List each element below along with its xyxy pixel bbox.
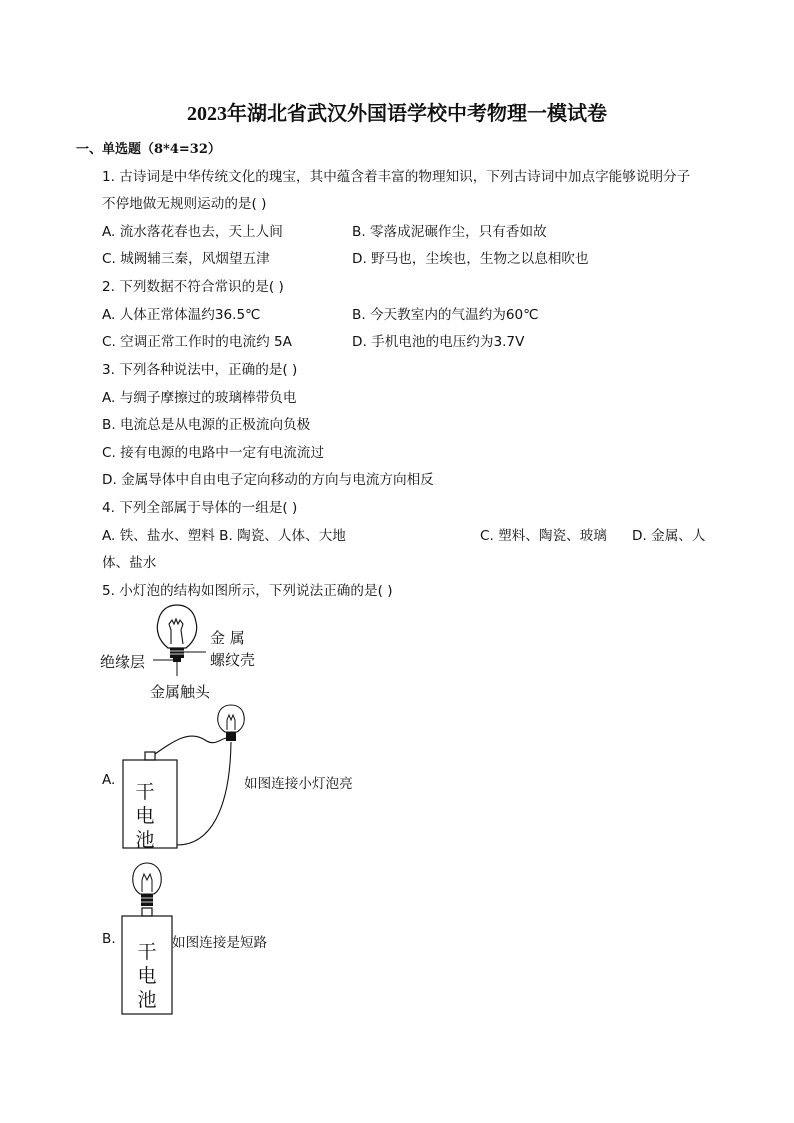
q5-option-b-letter: B. xyxy=(102,931,116,947)
battery-char-3: 池 xyxy=(135,829,155,851)
battery-char-1: 干 xyxy=(137,941,157,963)
q3-option-d: D. 金属导体中自由电子定向移动的方向与电流方向相反 xyxy=(102,472,434,488)
q1-option-c: C. 城阙辅三秦，风烟望五津 xyxy=(102,251,270,267)
label-insulation: 绝缘层 xyxy=(100,653,146,671)
q2-option-d: D. 手机电池的电压约为3.7V xyxy=(352,334,525,350)
option-b-battery-label xyxy=(130,940,164,1012)
q3-stem: 3. 下列各种说法中，正确的是( ) xyxy=(102,362,298,378)
q4-option-d: D. 金属、人 xyxy=(632,528,706,544)
label-metal: 金 属 xyxy=(210,629,245,647)
q2-option-b: B. 今天教室内的气温约为60℃ xyxy=(352,307,539,323)
q5-stem: 5. 小灯泡的结构如图所示，下列说法正确的是( ) xyxy=(102,583,393,599)
q1-option-a: A. 流水落花春也去，天上人间 xyxy=(102,224,283,240)
q3-option-a: A. 与绸子摩擦过的玻璃棒带负电 xyxy=(102,390,297,406)
battery-char-2: 电 xyxy=(135,805,155,827)
q1-stem-line2: 不停地做无规则运动的是( ) xyxy=(102,196,267,212)
q5-option-b-text: 如图连接是短路 xyxy=(172,935,268,951)
battery-char-3: 池 xyxy=(137,989,157,1011)
q4-option-c: C. 塑料、陶瓷、玻璃 xyxy=(480,528,607,544)
q1-stem-line1: 1. 古诗词是中华传统文化的瑰宝，其中蕴含着丰富的物理知识，下列古诗词中加点字能够说明分子 xyxy=(102,169,691,185)
battery-char-2: 电 xyxy=(137,965,157,987)
battery-char-1: 干 xyxy=(135,781,155,803)
option-a-battery-label xyxy=(128,780,162,852)
q4-option-ab: A. 铁、盐水、塑料 B. 陶瓷、人体、大地 xyxy=(102,528,346,544)
q5-option-a-text: 如图连接小灯泡亮 xyxy=(244,776,353,792)
q1-option-b: B. 零落成泥碾作尘，只有香如故 xyxy=(352,224,547,240)
q4-option-d-cont: 体、盐水 xyxy=(102,555,157,571)
q3-option-c: C. 接有电源的电路中一定有电流流过 xyxy=(102,445,325,461)
q5-option-a-letter: A. xyxy=(102,772,116,788)
label-screw-shell: 螺纹壳 xyxy=(210,651,256,669)
q4-stem: 4. 下列全部属于导体的一组是( ) xyxy=(102,500,298,516)
page-title: 2023年湖北省武汉外国语学校中考物理一模试卷 xyxy=(187,103,607,125)
q2-option-c: C. 空调正常工作时的电流约 5A xyxy=(102,334,292,350)
label-metal-contact: 金属触头 xyxy=(150,683,211,701)
q1-option-d: D. 野马也，尘埃也，生物之以息相吹也 xyxy=(352,251,589,267)
q2-stem: 2. 下列数据不符合常识的是( ) xyxy=(102,279,284,295)
q3-option-b: B. 电流总是从电源的正极流向负极 xyxy=(102,417,311,433)
section-heading: 一、单选题（8*4=32） xyxy=(76,142,221,157)
q2-option-a: A. 人体正常体温约36.5℃ xyxy=(102,307,261,323)
